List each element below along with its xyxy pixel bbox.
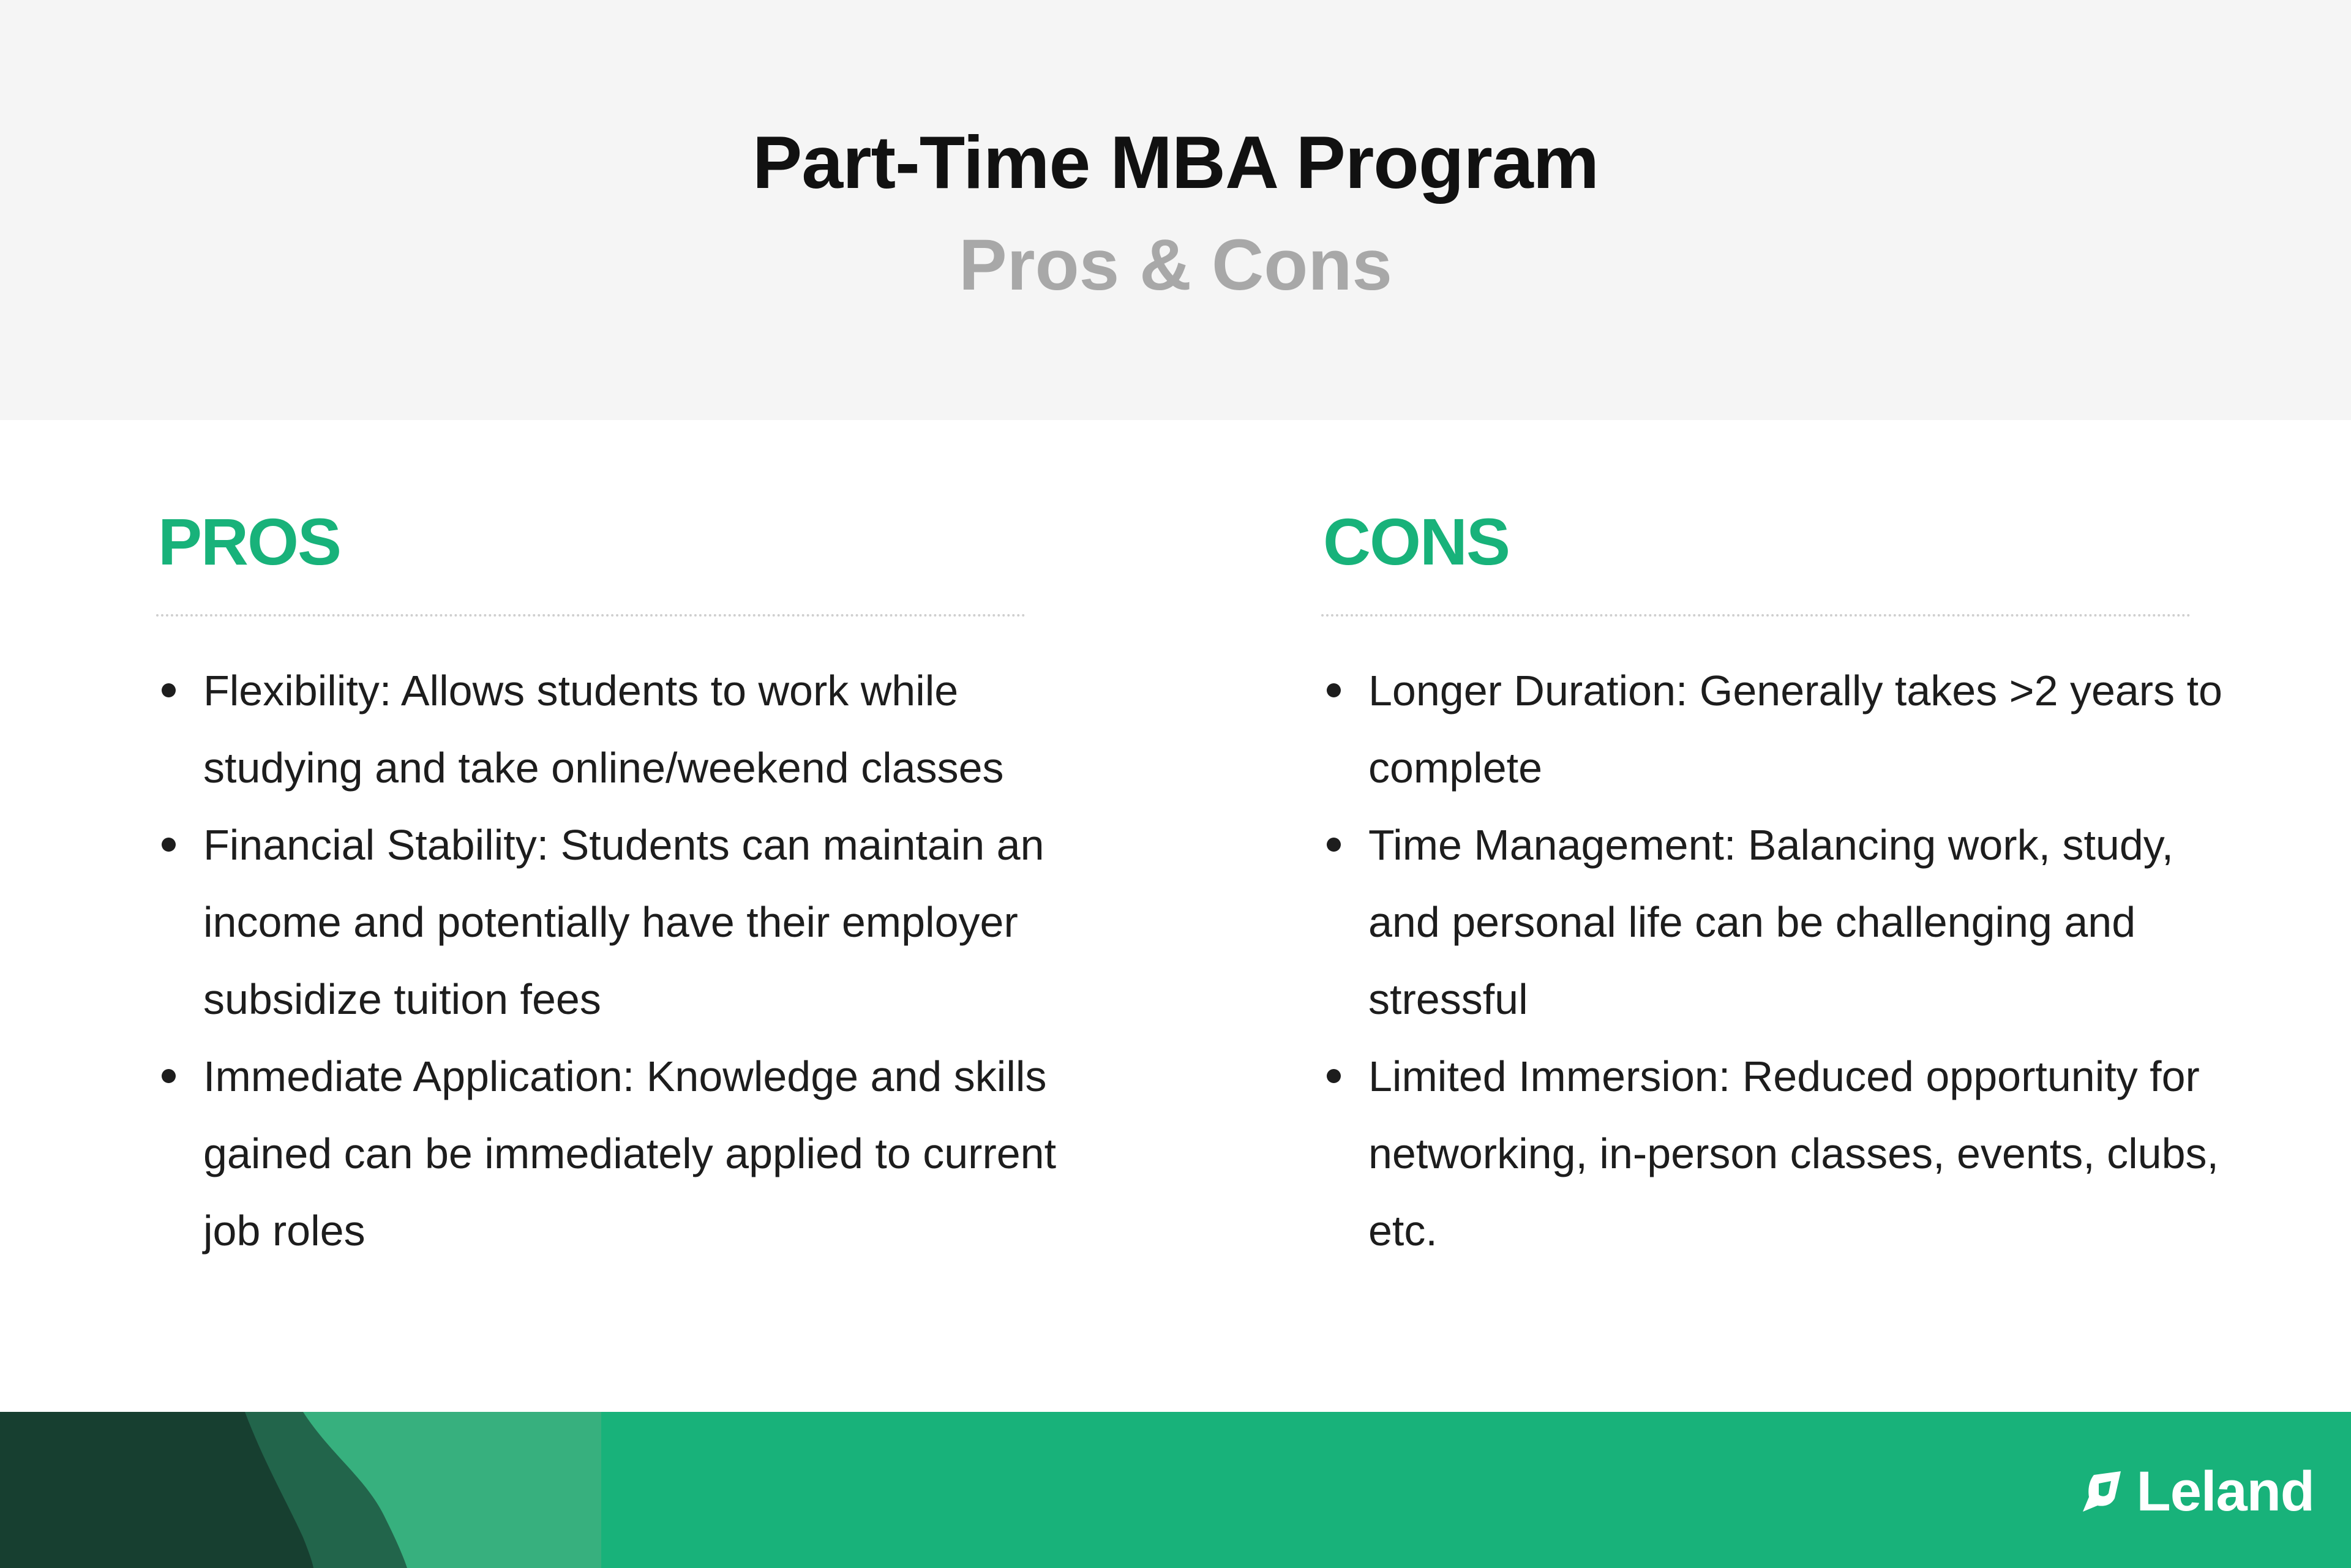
- cons-item-text: Longer Duration: Generally takes >2 years to complete: [1368, 667, 2222, 792]
- bullet-icon: [162, 683, 176, 697]
- cons-item-text: Limited Immersion: Reduced opportunity for networking, in-person classes, events, clubs, etc.: [1368, 1052, 2219, 1255]
- pros-list-item: [156, 806, 1087, 1038]
- cons-item-text: Time Management: Balancing work, study, and personal life can be challenging and stressful: [1368, 821, 2174, 1023]
- pros-item-text: Flexibility: Allows students to work while studying and take online/weekend classes: [203, 667, 1004, 792]
- cons-heading: CONS: [1323, 505, 1510, 579]
- leland-logo-icon: [2080, 1470, 2123, 1513]
- brand-name: Leland: [2136, 1460, 2314, 1523]
- brand-logo: [2080, 1455, 2314, 1528]
- cons-list: [1321, 652, 2252, 1269]
- pros-divider: [156, 614, 1026, 617]
- bullet-icon: [1327, 683, 1341, 697]
- footer-wave-decoration: [0, 1412, 2351, 1568]
- header-band: [0, 0, 2351, 420]
- page-subtitle: Pros & Cons: [958, 225, 1393, 306]
- page-title: Part-Time MBA Program: [752, 121, 1599, 204]
- bullet-icon: [162, 1069, 176, 1083]
- bullet-icon: [162, 838, 176, 852]
- pros-heading: PROS: [158, 505, 341, 579]
- cons-list-item: [1321, 1038, 2252, 1269]
- pros-column: [156, 499, 1087, 1269]
- pros-list: [156, 652, 1087, 1269]
- cons-column: [1321, 499, 2252, 1269]
- bullet-icon: [1327, 1069, 1341, 1083]
- footer-band: [0, 1412, 2351, 1568]
- cons-list-item: [1321, 806, 2252, 1038]
- pros-list-item: [156, 652, 1087, 806]
- cons-divider: [1321, 614, 2191, 617]
- pros-item-text: Financial Stability: Students can maintain an income and potentially have their employer subsidize tuition fees: [203, 821, 1044, 1023]
- cons-list-item: [1321, 652, 2252, 806]
- bullet-icon: [1327, 838, 1341, 852]
- pros-item-text: Immediate Application: Knowledge and skills gained can be immediately applied to current job roles: [203, 1052, 1057, 1255]
- pros-list-item: [156, 1038, 1087, 1269]
